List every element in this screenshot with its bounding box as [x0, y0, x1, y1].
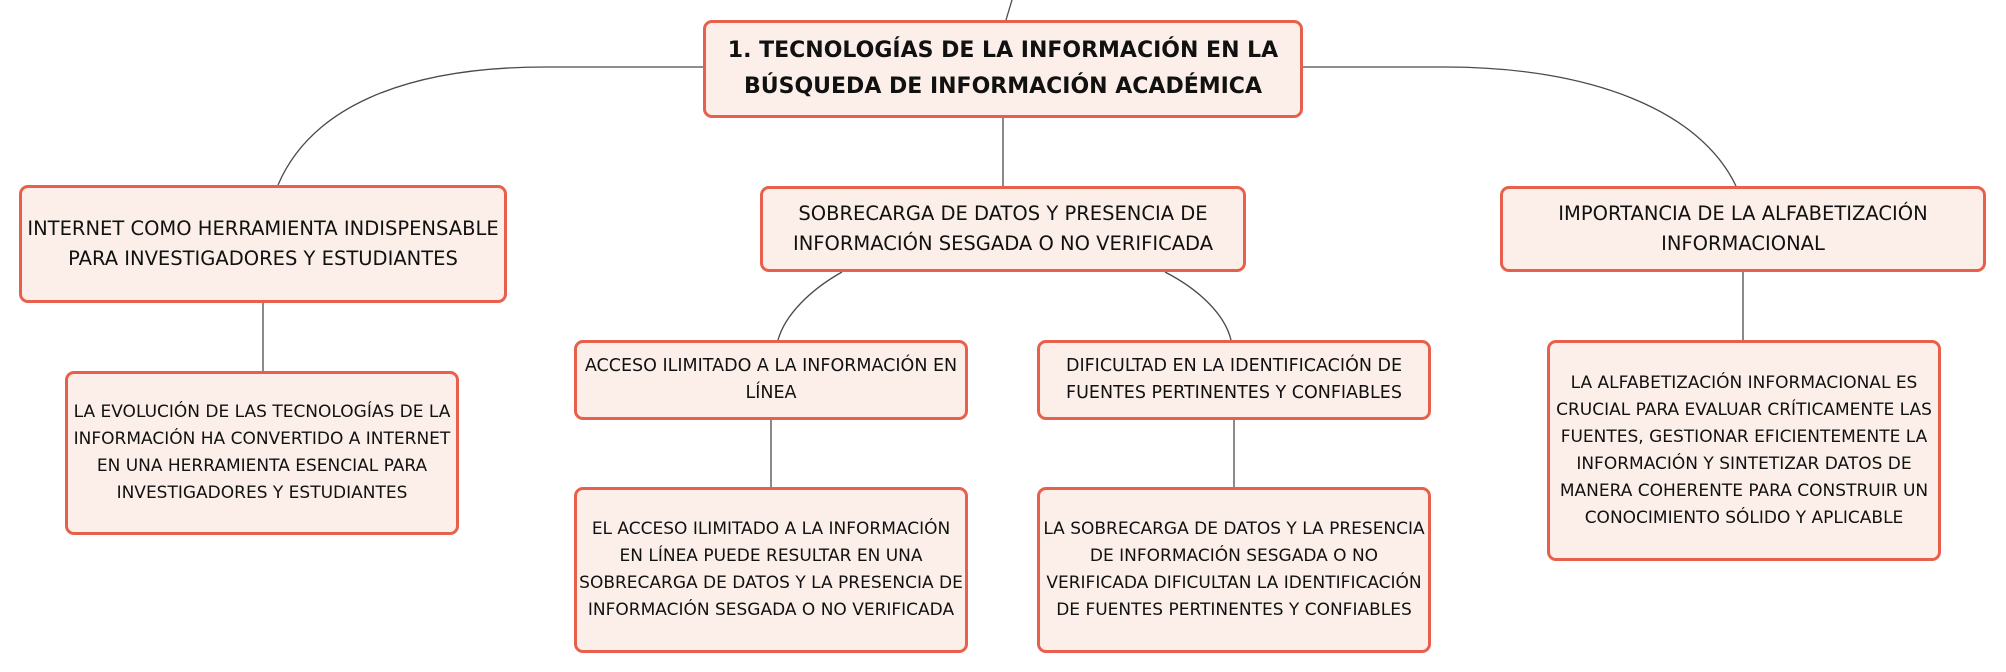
detail-alfabetizacion-crucial[interactable] [1547, 340, 1941, 561]
topic-internet-herramienta-text: INTERNET COMO HERRAMIENTA INDISPENSABLE PARA INVESTIGADORES Y ESTUDIANTES [27, 217, 499, 270]
connector-top-edge [1006, 0, 1012, 20]
topic-alfabetizacion-informacional[interactable] [1500, 186, 1986, 272]
topic-internet-herramienta[interactable] [19, 185, 507, 303]
subtopic-dificultad-identificacion-text: DIFICULTAD EN LA IDENTIFICACIÓN DE FUENTES PERTINENTES Y CONFIABLES [1065, 356, 1403, 403]
subtopic-acceso-ilimitado[interactable] [574, 340, 968, 420]
connector-root-to-internet [278, 67, 703, 185]
central-topic-text: 1. TECNOLOGÍAS DE LA INFORMACIÓN EN LA BÚSQUEDA DE INFORMACIÓN ACADÉMICA [727, 38, 1279, 99]
detail-acceso-ilimitado[interactable] [574, 487, 968, 653]
detail-evolucion-tecnologias-text: LA EVOLUCIÓN DE LAS TECNOLOGÍAS DE LA INFORMACIÓN HA CONVERTIDO A INTERNET EN UNA HERRAMIENTA ESENCIAL PARA INVESTIGADORES Y ESTUDIANTES [73, 402, 451, 503]
detail-dificultad-identificacion-text: LA SOBRECARGA DE DATOS Y LA PRESENCIA DE INFORMACIÓN SESGADA O NO VERIFICADA DIFICULTAN LA IDENTIFICACIÓN DE FUENTES PERTINENTES Y CONFIABLES [1043, 519, 1425, 620]
detail-evolucion-tecnologias[interactable] [65, 371, 459, 535]
central-topic-node[interactable] [703, 20, 1303, 118]
detail-dificultad-identificacion[interactable] [1037, 487, 1431, 653]
topic-sobrecarga-datos[interactable] [760, 186, 1246, 272]
topic-alfabetizacion-informacional-text: IMPORTANCIA DE LA ALFABETIZACIÓN INFORMACIONAL [1558, 202, 1928, 255]
connector-root-to-alfabetizacion [1303, 67, 1736, 186]
detail-alfabetizacion-crucial-text: LA ALFABETIZACIÓN INFORMACIONAL ES CRUCIAL PARA EVALUAR CRÍTICAMENTE LAS FUENTES, GESTIONAR EFICIENTEMENTE LA INFORMACIÓN Y SINTETIZAR DATOS DE MANERA COHERENTE PARA CONSTRUIR UN CONOCIMIENTO SÓLIDO Y APLICABLE [1556, 372, 1932, 528]
connector-sobrecarga-to-dificultad [1165, 272, 1231, 340]
connector-sobrecarga-to-acceso [778, 272, 842, 340]
topic-sobrecarga-datos-text: SOBRECARGA DE DATOS Y PRESENCIA DE INFORMACIÓN SESGADA O NO VERIFICADA [792, 202, 1214, 255]
subtopic-dificultad-identificacion[interactable] [1037, 340, 1431, 420]
detail-acceso-ilimitado-text: EL ACCESO ILIMITADO A LA INFORMACIÓN EN LÍNEA PUEDE RESULTAR EN UNA SOBRECARGA DE DATOS Y LA PRESENCIA DE INFORMACIÓN SESGADA O NO VERIFICADA [579, 519, 963, 620]
subtopic-acceso-ilimitado-text: ACCESO ILIMITADO A LA INFORMACIÓN EN LÍNEA [584, 356, 958, 403]
